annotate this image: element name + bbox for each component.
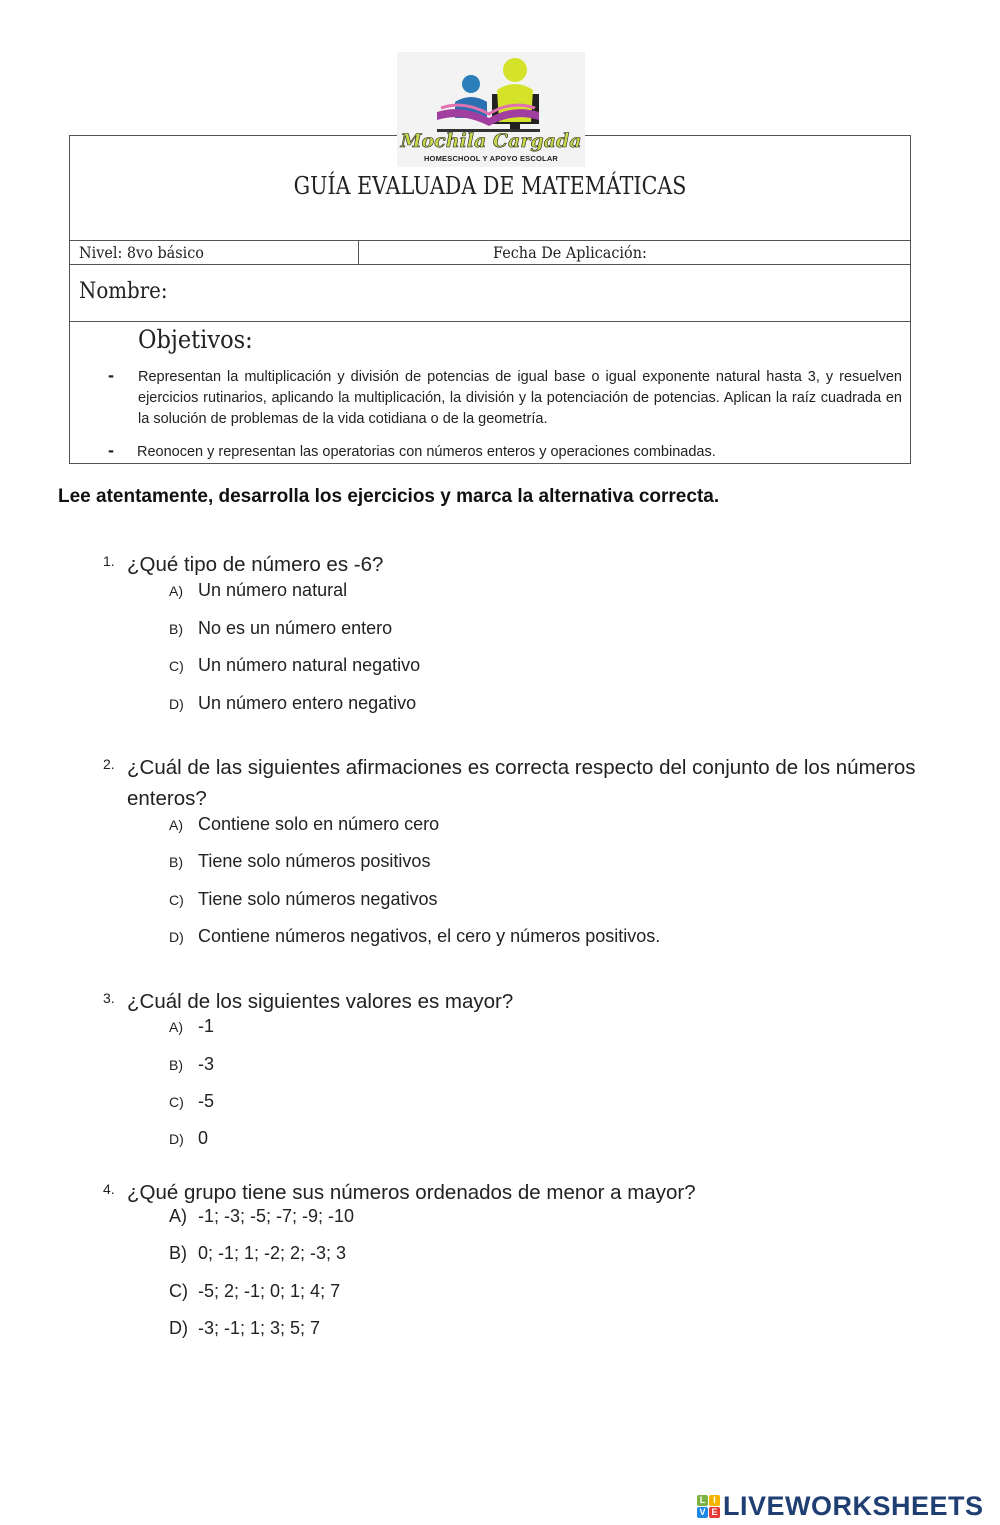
option-text: Un número entero negativo	[198, 693, 417, 713]
school-logo	[397, 52, 585, 167]
logo-tagline: HOMESCHOOL Y APOYO ESCOLAR	[423, 154, 559, 163]
option-text: 0	[198, 1128, 209, 1148]
option-text: -3	[198, 1054, 215, 1074]
question-text: ¿Cuál de las siguientes afirmaciones es correcta respecto del conjunto de los números enteros?	[127, 756, 916, 810]
option-b[interactable]	[169, 1054, 214, 1075]
question-text: ¿Cuál de los siguientes valores es mayor?	[127, 990, 514, 1013]
question-text: ¿Qué tipo de número es -6?	[127, 553, 384, 576]
option-text: Contiene números negativos, el cero y números positivos.	[198, 926, 661, 946]
option-text: Tiene solo números positivos	[198, 851, 431, 871]
option-d[interactable]	[169, 926, 660, 947]
live-logo-icon	[697, 1495, 720, 1518]
bullet-dash: -	[108, 440, 114, 460]
option-letter: D)	[169, 1318, 188, 1338]
option-text: -1	[198, 1016, 215, 1036]
question-number: 2.	[103, 756, 115, 772]
option-text: -5; 2; -1; 0; 1; 4; 7	[198, 1281, 341, 1301]
question-number: 4.	[103, 1181, 115, 1197]
option-text: Contiene solo en número cero	[198, 814, 440, 834]
option-letter: B)	[169, 1057, 183, 1073]
option-letter: C)	[169, 1281, 188, 1301]
cell-divider	[358, 240, 359, 264]
option-text: Un número natural	[198, 580, 348, 600]
option-text: -1; -3; -5; -7; -9; -10	[198, 1206, 355, 1226]
option-text: Tiene solo números negativos	[198, 889, 438, 909]
brand-name: LIVEWORKSHEETS	[723, 1490, 984, 1521]
logo-name: Mochila Cargada	[400, 130, 582, 152]
option-b[interactable]	[169, 1243, 346, 1264]
option-letter: A)	[169, 817, 183, 833]
objective-item: Representan la multiplicación y división de potencias de igual base o igual exponente natural hasta 3, y resuelven ejercicios rutinarios, aplicando la multiplicación, la división y la potenciación de potencias. Aplican la raíz cuadrada en la solución de problemas de la vida cotidiana o de la geometría.	[138, 369, 902, 427]
option-letter: A)	[169, 1206, 187, 1226]
option-text: -5	[198, 1091, 215, 1111]
objectives-title: Objetivos:	[138, 325, 253, 354]
header-table	[69, 135, 911, 464]
level-label: Nivel: 8vo básico	[79, 243, 204, 262]
option-text: -3; -1; 1; 3; 5; 7	[198, 1318, 321, 1338]
option-a[interactable]	[169, 814, 439, 835]
option-letter: C)	[169, 658, 184, 674]
option-text: Un número natural negativo	[198, 655, 421, 675]
name-label: Nombre:	[79, 279, 168, 304]
liveworksheets-brand	[697, 1489, 984, 1523]
option-c[interactable]	[169, 655, 420, 676]
option-b[interactable]	[169, 851, 430, 872]
live-letter: L	[697, 1495, 708, 1506]
page-title: GUÍA EVALUADA DE MATEMÁTICAS	[293, 172, 687, 200]
live-letter: I	[709, 1495, 720, 1506]
option-d[interactable]	[169, 693, 416, 714]
option-letter: C)	[169, 1094, 184, 1110]
option-c[interactable]	[169, 1281, 340, 1302]
option-letter: D)	[169, 696, 184, 712]
question-number: 3.	[103, 990, 115, 1006]
option-letter: A)	[169, 583, 183, 599]
option-a[interactable]	[169, 1016, 214, 1037]
info-row	[70, 240, 910, 265]
date-label: Fecha De Aplicación:	[493, 243, 647, 262]
question-text: ¿Qué grupo tiene sus números ordenados de menor a mayor?	[127, 1181, 696, 1204]
live-letter: E	[709, 1507, 720, 1518]
instructions: Lee atentamente, desarrolla los ejercicios y marca la alternativa correcta.	[58, 486, 720, 507]
question-number: 1.	[103, 553, 115, 569]
option-letter: D)	[169, 1131, 184, 1147]
option-letter: B)	[169, 1243, 187, 1263]
option-a[interactable]	[169, 1206, 354, 1227]
option-text: No es un número entero	[198, 618, 393, 638]
option-d[interactable]	[169, 1318, 320, 1339]
name-row[interactable]	[70, 264, 910, 322]
option-letter: B)	[169, 621, 183, 637]
bullet-dash: -	[108, 365, 114, 385]
live-letter: V	[697, 1507, 708, 1518]
option-text: 0; -1; 1; -2; 2; -3; 3	[198, 1243, 347, 1263]
option-letter: C)	[169, 892, 184, 908]
option-d[interactable]	[169, 1128, 208, 1149]
option-a[interactable]	[169, 580, 347, 601]
option-letter: A)	[169, 1019, 183, 1035]
objective-item: Reonocen y representan las operatorias con números enteros y operaciones combinadas.	[137, 444, 716, 460]
option-letter: B)	[169, 854, 183, 870]
option-c[interactable]	[169, 889, 437, 910]
option-letter: D)	[169, 929, 184, 945]
option-b[interactable]	[169, 618, 392, 639]
option-c[interactable]	[169, 1091, 214, 1112]
